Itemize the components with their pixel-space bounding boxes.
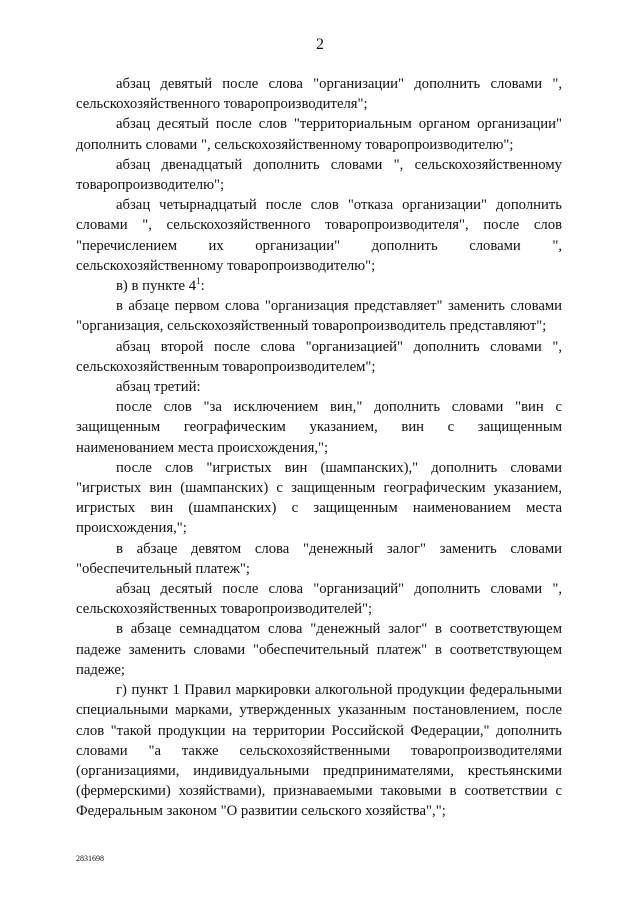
paragraph-abzac-second: абзац второй после слова "организацией" дополнить словами ", сельскохозяйственным товаропроизводителем"; <box>76 338 562 375</box>
paragraph-igristye-vina-insert: после слов "игристых вин (шампанских)," дополнить словами "игристых вин (шампанских) с защищенным географическим указанием, игристых вин (шампанских) с защищенным наименованием места происхождения,"; <box>76 459 562 537</box>
document-code: 2831698 <box>76 854 104 863</box>
item-v-superscript: 1 <box>196 276 201 287</box>
paragraph-abzac-ninth: в абзаце девятом слова "денежный залог" заменить словами "обеспечительный платеж"; <box>76 540 562 577</box>
paragraph-abzac-14: абзац четырнадцатый после слов "отказа организации" дополнить словами ", сельскохозяйственного товаропроизводителя", после слов "перечислением их организации" дополнить словами ", сельскохозяйственному товаропроизводителю"; <box>76 197 562 274</box>
page-number: 2 <box>316 36 324 53</box>
paragraph-abzac-9: абзац девятый после слова "организации" дополнить словами ", сельскохозяйственного товаропроизводителя"; <box>76 76 562 113</box>
paragraph-abzac-tenth: абзац десятый после слова "организаций" дополнить словами ", сельскохозяйственных товаропроизводителей"; <box>76 581 562 618</box>
paragraph-vin-insert: после слов "за исключением вин," дополнить словами "вин с защищенным географическим указанием, вин с защищенным наименованием места происхождения,"; <box>76 399 562 456</box>
paragraph-abzac-third-heading: абзац третий: <box>116 379 201 396</box>
paragraph-item-g: г) пункт 1 Правил маркировки алкогольной продукции федеральными специальными марками, утвержденных указанным постановлением, после слов "такой продукции на территории Российской Федерации," дополнить словами "а также сельскохозяйственными товаропроизводителями (организациями, индивидуальными предпринимателями, крестьянскими (фермерскими) хозяйствами), признаваемыми таковыми в соответствии с Федеральным законом "О развитии сельского хозяйства","; <box>76 682 562 820</box>
paragraph-abzac-12: абзац двенадцатый дополнить словами ", сельскохозяйственному товаропроизводителю"; <box>76 156 562 194</box>
item-v-heading <box>76 276 562 296</box>
paragraph-abzac-10: абзац десятый после слов "территориальным органом организации" дополнить словами ", сельскохозяйственному товаропроизводителю"; <box>76 116 562 153</box>
document-body <box>76 74 562 822</box>
paragraph-abzac-seventeenth: в абзаце семнадцатом слова "денежный залог" в соответствующем падеже заменить словами "обеспечительный платеж" в соответствующем падеже; <box>76 621 562 678</box>
item-v-prefix: в) в пункте 4 <box>116 278 197 295</box>
item-v-suffix: : <box>200 278 205 295</box>
paragraph-abzac-first: в абзаце первом слова "организация представляет" заменить словами "организация, сельскохозяйственный товаропроизводитель представляют"; <box>76 298 562 335</box>
